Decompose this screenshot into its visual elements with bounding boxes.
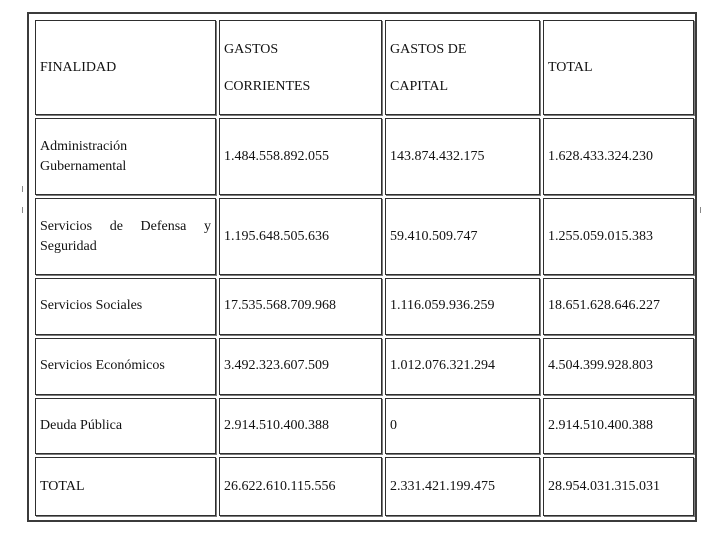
cell-gastos-de-capital: 59.410.509.747 xyxy=(385,198,540,275)
row-label: Servicios de Defensa y Seguridad xyxy=(35,198,216,275)
table-total-row xyxy=(35,457,694,516)
row-label: Administración Gubernamental xyxy=(35,118,216,195)
table-row xyxy=(35,278,694,335)
table-row xyxy=(35,338,694,395)
cell-total: 1.255.059.015.383 xyxy=(543,198,694,275)
header-gastos-corrientes: GASTOS CORRIENTES xyxy=(219,20,382,115)
cell-gastos-corrientes: 17.535.568.709.968 xyxy=(219,278,382,335)
cell-gastos-de-capital: 143.874.432.175 xyxy=(385,118,540,195)
cell-gastos-corrientes: 3.492.323.607.509 xyxy=(219,338,382,395)
row-label: Servicios Sociales xyxy=(35,278,216,335)
header-total: TOTAL xyxy=(543,20,694,115)
cell-gastos-de-capital: 0 xyxy=(385,398,540,455)
table-row xyxy=(35,118,694,195)
cell-total: 4.504.399.928.803 xyxy=(543,338,694,395)
cell-gastos-corrientes: 1.484.558.892.055 xyxy=(219,118,382,195)
cell-gastos-de-capital: 1.012.076.321.294 xyxy=(385,338,540,395)
cell-gastos-corrientes: 2.914.510.400.388 xyxy=(219,398,382,455)
cell-total: 1.628.433.324.230 xyxy=(543,118,694,195)
cell-gastos-corrientes: 1.195.648.505.636 xyxy=(219,198,382,275)
header-gastos-de-capital: GASTOS DE CAPITAL xyxy=(385,20,540,115)
cell-total: 18.651.628.646.227 xyxy=(543,278,694,335)
margin-tick-right xyxy=(700,207,701,213)
cell-gastos-corrientes: 26.622.610.115.556 xyxy=(219,457,382,516)
budget-table xyxy=(32,17,697,519)
margin-tick-left xyxy=(22,186,23,192)
cell-total: 2.914.510.400.388 xyxy=(543,398,694,455)
cell-total: 28.954.031.315.031 xyxy=(543,457,694,516)
cell-gastos-de-capital: 2.331.421.199.475 xyxy=(385,457,540,516)
margin-tick-left-2 xyxy=(22,207,23,213)
row-label-total: TOTAL xyxy=(35,457,216,516)
table-header-row xyxy=(35,20,694,115)
table-row xyxy=(35,198,694,275)
table-row xyxy=(35,398,694,455)
row-label: Servicios Económicos xyxy=(35,338,216,395)
budget-table-frame xyxy=(27,12,697,522)
header-finalidad: FINALIDAD xyxy=(35,20,216,115)
cell-gastos-de-capital: 1.116.059.936.259 xyxy=(385,278,540,335)
row-label: Deuda Pública xyxy=(35,398,216,455)
